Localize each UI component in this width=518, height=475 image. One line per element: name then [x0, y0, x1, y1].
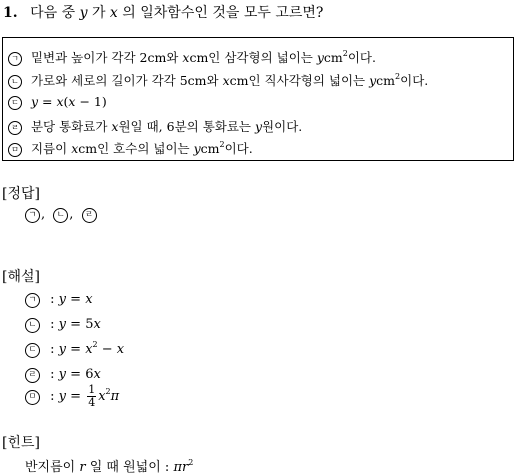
hint-var-r: r: [79, 460, 86, 475]
solution-5-sup: 2: [105, 387, 111, 396]
option-4: [8, 117, 302, 135]
question-var-x: x: [109, 5, 118, 21]
option-2-text-2: cm인 직사각형의 넓이는: [229, 73, 366, 88]
hint-var-r2: r: [182, 460, 189, 475]
option-2-sup: 2: [395, 72, 401, 81]
solution-3-mark: ㄷ: [25, 343, 40, 358]
question-var-y: y: [79, 5, 88, 21]
solution-2-colon: :: [46, 317, 59, 332]
option-2-var-y: y: [369, 73, 377, 88]
option-2-var-x: x: [222, 73, 230, 88]
solution-2-lhs: y: [58, 317, 67, 332]
option-2-unit: cm: [376, 73, 396, 88]
solution-4-mark: ㄹ: [25, 368, 40, 383]
option-5-text-2: cm인 호수의 넓이는: [78, 141, 190, 156]
solution-5-pi: π: [110, 389, 120, 404]
solution-3-colon: :: [46, 342, 59, 357]
hint-text-2: 일 때 원넓이 :: [89, 460, 170, 475]
question-text-after: 의 일차함수인 것을 모두 고르면?: [122, 5, 324, 21]
option-1-unit: cm: [323, 50, 343, 65]
option-1-var-y: y: [316, 50, 324, 65]
question-title: [3, 2, 323, 22]
answer-mark-2: ㄴ: [53, 208, 68, 223]
solution-4-coef: 6: [85, 367, 94, 382]
solution-1-eq: =: [66, 292, 86, 307]
solution-4-rhs: x: [93, 367, 101, 382]
option-1-sup: 2: [342, 49, 348, 58]
solution-3-a: x: [85, 342, 93, 357]
question-text-mid: 가: [91, 5, 106, 21]
solution-3-eq: =: [66, 342, 86, 357]
option-3: [8, 94, 107, 110]
option-1-text-4: 이다.: [347, 50, 376, 65]
solution-2-eq: =: [66, 317, 86, 332]
option-3-paren: (: [63, 94, 69, 109]
solution-5-colon: :: [46, 389, 59, 404]
option-5-text-4: 이다.: [224, 141, 253, 156]
hint-pi: π: [173, 460, 182, 475]
solution-label: [해설]: [2, 269, 40, 285]
solution-4-lhs: y: [58, 367, 67, 382]
solution-5-denominator: 4: [88, 396, 96, 409]
solution-item-2: [25, 317, 101, 333]
option-5: [8, 139, 253, 157]
option-4-var-x: x: [111, 119, 119, 134]
answer-mark-1: ㄱ: [25, 208, 40, 223]
solution-3-lhs: y: [58, 342, 67, 357]
answer-label: [정답]: [2, 186, 40, 202]
solution-1-lhs: y: [58, 292, 67, 307]
option-5-text-1: 지름이: [30, 141, 68, 156]
hint-sup: 2: [188, 458, 194, 467]
option-3-var-x2: x: [68, 94, 76, 109]
option-1-text-1: 밑변과 높이가 각각 2cm와: [30, 50, 179, 65]
option-1: [8, 48, 376, 66]
solution-item-3: [25, 342, 124, 358]
solution-5-lhs: y: [58, 389, 67, 404]
option-3-var-x: x: [56, 94, 64, 109]
answer-sep-2: ,: [69, 207, 74, 222]
question-text-before: 다음 중: [30, 5, 76, 21]
solution-4-eq: =: [66, 367, 86, 382]
option-3-var-y: y: [30, 94, 39, 109]
hint-text: [25, 456, 193, 475]
solution-5-mark: ㅁ: [25, 390, 40, 405]
solution-3-b: x: [116, 342, 125, 357]
solution-item-4: [25, 367, 101, 383]
solution-3-sup: 2: [92, 340, 98, 349]
option-5-unit: cm: [200, 141, 220, 156]
option-4-text-2: 원일 때, 6분의 통화료는: [118, 119, 251, 134]
option-4-var-y: y: [254, 119, 263, 134]
option-5-sup: 2: [219, 140, 225, 149]
option-3-eq: =: [38, 94, 57, 109]
option-2: [8, 71, 428, 89]
solution-3-minus: −: [97, 342, 117, 357]
option-3-minus: − 1): [75, 94, 107, 109]
solution-5-a: x: [98, 389, 106, 404]
option-3-mark: ㄷ: [8, 96, 22, 110]
solution-2-rhs: x: [93, 317, 101, 332]
answer-marks: [25, 207, 98, 223]
solution-2-mark: ㄴ: [25, 318, 40, 333]
answer-mark-3: ㄹ: [82, 208, 97, 223]
option-4-mark: ㄹ: [8, 121, 22, 135]
solution-item-1: [25, 292, 93, 308]
option-1-mark: ㄱ: [8, 52, 22, 66]
solution-5-numerator: 1: [88, 383, 96, 396]
hint-label: [힌트]: [2, 435, 40, 451]
solution-1-mark: ㄱ: [25, 293, 40, 308]
option-5-var-y: y: [193, 141, 201, 156]
solution-5-fraction: [87, 384, 96, 409]
solution-1-rhs: x: [85, 292, 93, 307]
solution-4-colon: :: [46, 367, 59, 382]
solution-1-colon: :: [46, 292, 59, 307]
solution-item-5: [25, 384, 119, 409]
option-2-mark: ㄴ: [8, 75, 22, 89]
options-box: [2, 37, 514, 161]
hint-text-1: 반지름이: [25, 460, 76, 475]
option-4-text-3: 원이다.: [262, 119, 303, 134]
option-5-var-x: x: [71, 141, 79, 156]
answer-sep-1: ,: [41, 207, 46, 222]
option-2-text-4: 이다.: [400, 73, 429, 88]
option-1-var-x: x: [182, 50, 190, 65]
question-number: 1.: [3, 5, 18, 21]
option-2-text-1: 가로와 세로의 길이가 각각 5cm와: [30, 73, 219, 88]
solution-5-eq: =: [66, 389, 86, 404]
solution-2-coef: 5: [85, 317, 94, 332]
option-1-text-2: cm인 삼각형의 넓이는: [189, 50, 313, 65]
option-5-mark: ㅁ: [8, 143, 22, 157]
option-4-text-1: 분당 통화료가: [30, 119, 108, 134]
